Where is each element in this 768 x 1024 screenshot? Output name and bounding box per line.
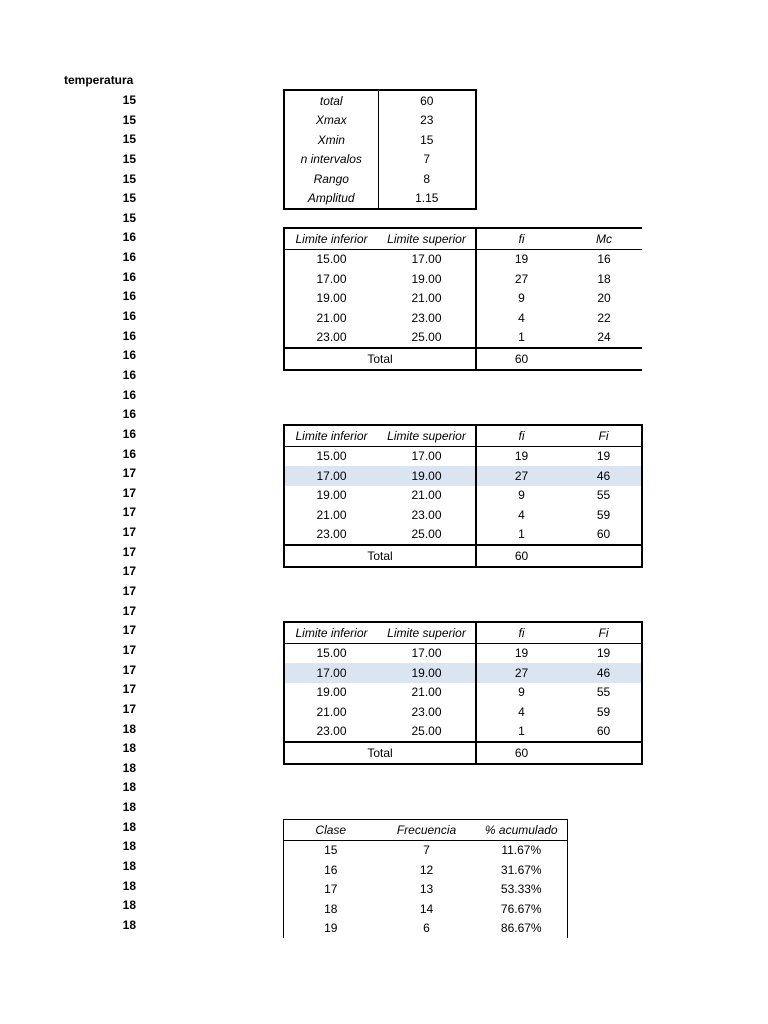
data-cell: 46 — [566, 466, 642, 486]
column-header: Limite inferior — [284, 622, 378, 643]
temperature-cell: 15 — [122, 93, 136, 107]
data-cell: 25.00 — [411, 330, 442, 345]
temperature-cell: 16 — [122, 426, 136, 441]
temperature-cell: 18 — [122, 741, 136, 756]
total-value: 60 — [476, 348, 566, 370]
data-cell: 53.33% — [476, 880, 568, 900]
column-header: Limite superior — [378, 228, 476, 249]
temperature-cell: 17 — [122, 642, 136, 657]
data-cell: 20 — [597, 291, 611, 306]
data-row — [284, 328, 642, 349]
data-cell: 19.00 — [378, 466, 476, 486]
total-label: Total — [284, 545, 476, 567]
data-cell: 31.67% — [476, 860, 568, 880]
data-row — [284, 702, 642, 722]
column-header: Mc — [566, 228, 642, 249]
temperature-cell: 15 — [122, 171, 136, 186]
data-row — [284, 683, 642, 703]
data-cell: 18 — [284, 899, 378, 919]
summary-label: Amplitud — [284, 189, 378, 210]
data-cell: 27 — [476, 663, 566, 683]
total-value: 60 — [476, 545, 566, 567]
data-row — [284, 525, 642, 546]
data-cell: 19.00 — [284, 683, 378, 703]
data-cell: 19.00 — [378, 663, 476, 683]
data-cell: 23.00 — [411, 507, 442, 522]
data-cell: 59 — [566, 702, 642, 722]
temperature-cell: 16 — [122, 348, 136, 363]
data-cell: 23.00 — [411, 310, 442, 325]
summary-value: 8 — [423, 171, 431, 186]
summary-value: 60 — [420, 93, 434, 108]
summary-row — [284, 189, 476, 210]
temperature-cell: 18 — [122, 917, 136, 932]
temperature-cell: 18 — [122, 898, 136, 913]
cumulative-frequency-table-2 — [283, 621, 643, 765]
data-cell: 46 — [566, 663, 642, 683]
data-cell: 25.00 — [411, 527, 442, 542]
summary-row — [284, 90, 476, 111]
total-row — [284, 742, 642, 764]
data-cell: 19 — [476, 643, 566, 663]
data-row — [284, 505, 642, 525]
data-cell: 27 — [476, 269, 566, 289]
summary-label: Xmin — [284, 130, 378, 150]
total-row — [284, 545, 642, 567]
temperature-cell: 17 — [122, 466, 136, 481]
data-cell: 19 — [476, 249, 566, 269]
data-row — [284, 840, 568, 860]
data-cell: 17 — [284, 880, 378, 900]
data-cell: 25.00 — [411, 724, 442, 739]
temperature-cell: 18 — [122, 819, 136, 834]
temperature-cell: 18 — [122, 878, 136, 893]
data-cell: 7 — [423, 843, 430, 858]
data-cell: 76.67% — [476, 899, 568, 919]
total-empty — [566, 742, 642, 764]
total-empty — [566, 545, 642, 567]
data-row — [284, 269, 642, 289]
data-cell: 23.00 — [284, 722, 378, 743]
summary-label: n intervalos — [284, 150, 378, 170]
temperature-cell: 16 — [122, 289, 136, 304]
data-cell: 1 — [476, 722, 566, 743]
temperature-cell: 16 — [122, 387, 136, 402]
data-cell: 15 — [284, 840, 378, 860]
temperature-cell: 18 — [122, 839, 136, 854]
data-row — [284, 880, 568, 900]
data-row — [284, 486, 642, 506]
temperature-cell: 17 — [122, 564, 136, 579]
summary-label: Rango — [284, 169, 378, 189]
total-value: 60 — [476, 742, 566, 764]
temperature-cell: 18 — [122, 721, 136, 736]
data-cell: 4 — [476, 308, 566, 328]
summary-label: Xmax — [284, 111, 378, 131]
column-header: fi — [476, 622, 566, 643]
header-row — [284, 820, 568, 841]
column-header: Limite inferior — [284, 425, 378, 446]
summary-row — [284, 150, 476, 170]
temperature-cell: 17 — [122, 485, 136, 500]
data-cell: 13 — [419, 882, 434, 897]
column-header: Frecuencia — [378, 820, 476, 841]
data-cell: 21.00 — [284, 505, 378, 525]
data-cell: 11.67% — [476, 840, 568, 860]
temperature-cell: 17 — [122, 505, 136, 520]
summary-table — [283, 89, 477, 210]
data-cell: 60 — [566, 525, 642, 546]
data-cell: 55 — [566, 683, 642, 703]
data-row — [284, 308, 642, 328]
temperature-cell: 15 — [122, 112, 136, 127]
summary-row — [284, 130, 476, 150]
data-cell: 19 — [566, 446, 642, 466]
data-cell: 24 — [597, 330, 611, 345]
temperature-cell: 18 — [122, 800, 136, 815]
temperature-cell: 18 — [122, 780, 136, 795]
data-cell: 86.67% — [476, 919, 568, 939]
temperature-cell: 18 — [122, 858, 136, 873]
data-cell: 55 — [566, 486, 642, 506]
data-row — [284, 643, 642, 663]
temperature-cell: 17 — [122, 623, 136, 638]
data-cell: 15.00 — [284, 446, 378, 466]
data-row — [284, 722, 642, 743]
data-cell: 21.00 — [284, 702, 378, 722]
temperature-cell: 17 — [122, 584, 136, 599]
data-cell: 60 — [566, 722, 642, 743]
temperature-cell: 17 — [122, 525, 136, 540]
class-table-block — [283, 819, 568, 938]
temperature-cell: 16 — [122, 407, 136, 422]
header-row — [284, 425, 642, 446]
temperature-cell: 15 — [122, 151, 136, 166]
summary-row — [284, 169, 476, 189]
data-cell: 22 — [597, 310, 611, 325]
column-header: Clase — [284, 820, 378, 841]
data-cell: 17.00 — [411, 252, 442, 267]
column-header: Fi — [566, 622, 642, 643]
temperature-cell: 15 — [122, 132, 136, 147]
temperature-cell: 16 — [122, 230, 136, 245]
data-cell: 4 — [476, 702, 566, 722]
data-cell: 15.00 — [284, 643, 378, 663]
temperature-cell: 18 — [122, 760, 136, 775]
temperature-cell: 16 — [122, 269, 136, 284]
data-cell: 4 — [476, 505, 566, 525]
data-cell: 16 — [597, 252, 611, 267]
temperature-cell: 17 — [122, 701, 136, 716]
data-row — [284, 663, 642, 683]
temperature-cell: 16 — [122, 367, 136, 382]
data-cell: 23.00 — [411, 704, 442, 719]
column-header: fi — [476, 425, 566, 446]
temperature-cell: 16 — [122, 446, 136, 461]
data-cell: 17.00 — [284, 663, 378, 683]
column-header: Limite inferior — [284, 228, 378, 249]
summary-value: 23 — [420, 113, 434, 128]
data-cell: 19 — [284, 919, 378, 939]
data-cell: 9 — [476, 486, 566, 506]
total-label: Total — [284, 742, 476, 764]
frequency-table-mc — [283, 227, 642, 371]
summary-value: 7 — [423, 152, 431, 167]
column-header: Limite superior — [378, 425, 476, 446]
summary-value: 1.15 — [415, 191, 439, 206]
data-cell: 19 — [476, 446, 566, 466]
data-cell: 23.00 — [284, 328, 378, 349]
data-cell: 9 — [476, 289, 566, 309]
data-cell: 19.00 — [411, 271, 442, 286]
temperature-header: temperatura — [64, 73, 134, 87]
temperature-cell: 17 — [122, 544, 136, 559]
data-cell: 12 — [419, 862, 434, 877]
data-cell: 21.00 — [411, 291, 442, 306]
data-cell: 21.00 — [411, 685, 442, 700]
header-row — [284, 622, 642, 643]
data-cell: 6 — [423, 921, 430, 936]
class-frequency-table — [283, 819, 568, 938]
temperature-cell: 17 — [122, 662, 136, 677]
temperature-cell: 15 — [122, 210, 136, 225]
data-cell: 19.00 — [284, 289, 378, 309]
column-header: Fi — [566, 425, 642, 446]
temperature-cell: 16 — [122, 328, 136, 343]
data-cell: 16 — [284, 860, 378, 880]
column-header: Limite superior — [378, 622, 476, 643]
temperature-column — [100, 91, 136, 936]
data-row — [284, 466, 642, 486]
data-cell: 18 — [597, 271, 611, 286]
table-fi-2-block — [283, 621, 643, 765]
data-cell: 59 — [566, 505, 642, 525]
table-mc-block — [283, 227, 642, 371]
total-empty — [566, 348, 642, 370]
data-cell: 27 — [476, 466, 566, 486]
summary-value: 15 — [420, 132, 434, 147]
data-cell: 19 — [566, 643, 642, 663]
data-cell: 1 — [476, 328, 566, 349]
data-cell: 14 — [419, 901, 434, 916]
data-row — [284, 446, 642, 466]
temperature-cell: 17 — [122, 682, 136, 697]
summary-block — [283, 89, 477, 210]
column-header: fi — [476, 228, 566, 249]
total-label: Total — [284, 348, 476, 370]
data-cell: 17.00 — [284, 269, 378, 289]
data-cell: 21.00 — [411, 488, 442, 503]
data-cell: 15.00 — [284, 249, 378, 269]
data-cell: 21.00 — [284, 308, 378, 328]
data-row — [284, 289, 642, 309]
summary-row — [284, 111, 476, 131]
data-row — [284, 249, 642, 269]
table-fi-1-block — [283, 424, 643, 568]
data-cell: 17.00 — [284, 466, 378, 486]
data-cell: 1 — [476, 525, 566, 546]
data-cell: 23.00 — [284, 525, 378, 546]
temperature-cell: 16 — [122, 309, 136, 324]
header-row — [284, 228, 642, 249]
cumulative-frequency-table-1 — [283, 424, 643, 568]
temperature-cell: 17 — [122, 603, 136, 618]
data-row — [284, 860, 568, 880]
temperature-cell: 16 — [122, 250, 136, 265]
total-row — [284, 348, 642, 370]
data-row — [284, 919, 568, 939]
data-cell: 9 — [476, 683, 566, 703]
data-row — [284, 899, 568, 919]
summary-label: total — [284, 90, 378, 111]
data-cell: 19.00 — [284, 486, 378, 506]
column-header: % acumulado — [476, 820, 568, 841]
data-cell: 17.00 — [411, 646, 442, 661]
data-cell: 17.00 — [411, 449, 442, 464]
temperature-cell: 15 — [122, 191, 136, 206]
